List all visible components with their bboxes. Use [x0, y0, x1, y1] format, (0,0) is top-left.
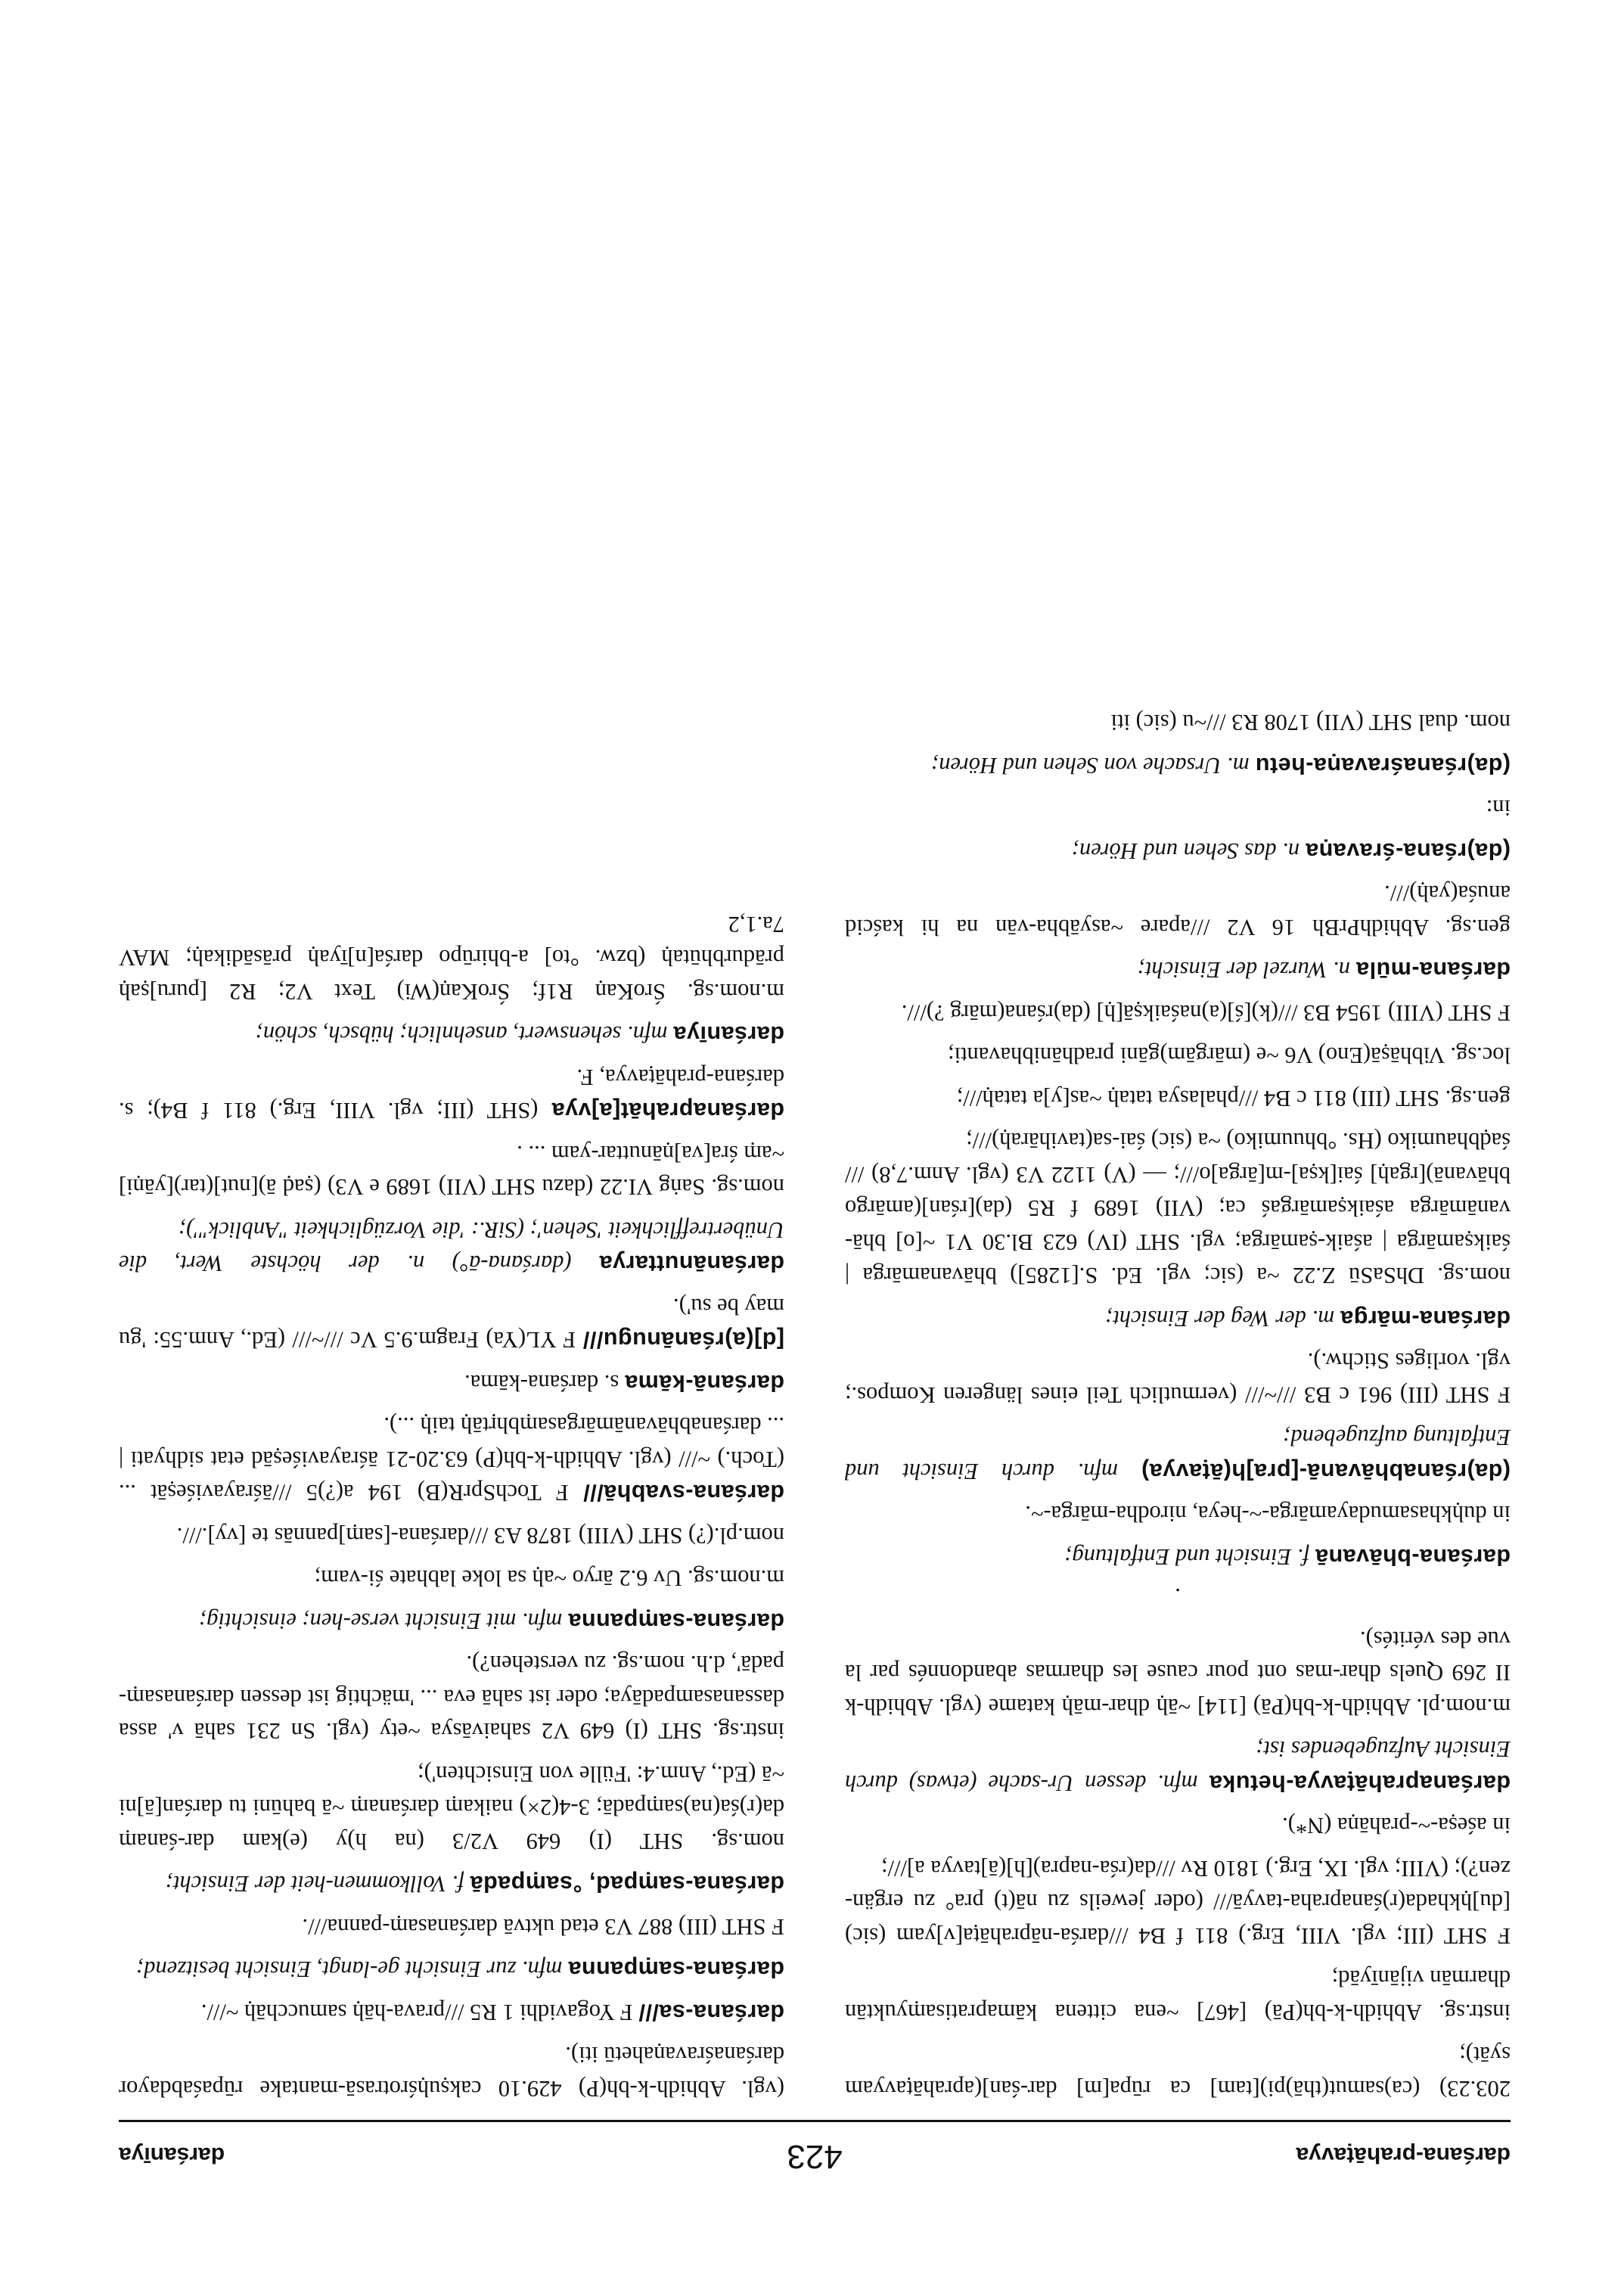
entry-headword: darśanaprahāṭavya-hetuka — [1209, 1770, 1511, 1796]
citation-paragraph: loc.sg. Vibhāṣā(Eno) V6 ~e (mārgām)gāni pradhānibhavanti; — [948, 1043, 1511, 1069]
citation-paragraph: instr.sg. Abhidh-k-bh(Pā) [467] ~ena cittena kāmapratisaṃyuktān dharmān vijānīyād; — [845, 1966, 1511, 2025]
page-header — [119, 2122, 1511, 2175]
citation-paragraph: (vgl. Abhidh-k-bh(P) 429.10 cakṣuḥśrotrasā-mantake rūpaśabdayor darśanaśravaṇahetū iti). — [119, 2042, 784, 2102]
citation-paragraph: F SHT (III) 961 c B3 ///~/// (vermutlich Teil eines längeren Kompos.; vgl. vorliges Stichw.). — [845, 1348, 1511, 1408]
entry-gloss: (SHT (III; vgl. VIII, Erg.) 811 f B4); s. darśana-prahāṭavya, F. — [119, 1064, 784, 1124]
entry-headword: [d](a)rśanānugu/// — [582, 1327, 784, 1353]
entry-headword: (da)rśanaśravaṇa-hetu — [1255, 753, 1511, 778]
entry-gloss: mfn. mit Einsicht verse-hen; einsichtig; — [199, 1608, 568, 1634]
running-head-left: darśana-prahāṭavya — [1296, 2143, 1511, 2168]
entry-gloss: n. das Sehen und Hören; — [1071, 838, 1306, 864]
dictionary-entry — [845, 953, 1511, 987]
citation-paragraph: in aśeṣa-~-prahāṇa (N*). — [1282, 1813, 1511, 1839]
left-column — [845, 697, 1511, 2105]
dictionary-entry — [119, 1996, 784, 2030]
entry-gloss: F YL(Ya) Fragm.9.5 Vc ///~/// (Ed., Anm.55: 'gu may be su'). — [119, 1294, 784, 1353]
citation-paragraph: in duḥkhasamudayamārga-~-heya, nirodha-mārga-~. — [1025, 1501, 1511, 1527]
entry-gloss: f. Einsicht und Entfaltung; — [1064, 1544, 1315, 1570]
citation-paragraph: nom. dual SHT (VII) 1708 R3 ///~u (sic) iti — [1110, 710, 1511, 736]
citation-paragraph: nom.sg. SHT (I) 649 V2/3 (na h)y (e)kam dar-śanaṃ da(r)śa(na)saṃpadā; 3-4(2×) naikaṃ darśanaṃ ~ā bahūni tu darśan[ā]ni ~ā (Ed., Anm.4: 'Fülle von Einsichten'); — [119, 1761, 784, 1854]
citation-paragraph: nom.pl.(?) SHT (VIII) 1878 A3 ///darśana-[saṃ]pannās te [vy].///. — [176, 1523, 784, 1549]
entry-gloss: n. Wurzel der Einsicht; — [1137, 957, 1356, 984]
entry-gloss: m. der Weg der Einsicht; — [1105, 1306, 1340, 1332]
entry-headword: darśana-mārga — [1340, 1306, 1511, 1332]
entry-headword: darśanaprahāt[a]vya — [551, 1098, 784, 1124]
entry-gloss: mfn. zur Einsicht ge-langt, Einsicht besitzend; — [136, 1956, 568, 1983]
entry-gloss: s. darśana-kāma. — [464, 1370, 625, 1396]
dictionary-entry — [119, 1018, 784, 1052]
citation-paragraph: nom.sg. Saṅg VI.22 (dazu SHT (VII) 1689 e V3) (ṣaḍ ā)[nut](tar)[yāṇi] ~aṃ śra[va]ṇānuttar-yam ... . — [119, 1141, 784, 1201]
entry-gloss: (darśana-ā°) n. der höchste Wert, die Unübertrefflichkeit 'Sehen'; (SiR.: 'die Vorzüglichkeit "Anblick"'); — [119, 1217, 784, 1277]
citation-paragraph: m.nom.sg. Uv 6.2 āryo ~aḥ sa loke labhate śi-vam; — [314, 1565, 784, 1592]
entry-headword: darśanīya — [673, 1021, 784, 1048]
entry-headword: darśanānuttarya — [599, 1251, 784, 1277]
running-head-right: darśanīya — [119, 2143, 225, 2168]
page-number: 423 — [787, 2138, 843, 2175]
dictionary-entry — [845, 1302, 1511, 1336]
dictionary-entry — [119, 1867, 784, 1901]
right-column — [119, 899, 784, 2106]
entry-gloss: F TochSprR(B) 194 a(?)5 ///āśrayaviśeṣāt ... (Toch.) ~/// (vgl. Abhidh-k-bh(P) 63.20-21 āśrayaviśeṣād etat sidhyati | ... darśanabhāvanāmārgasaṃbhṛtāḥ taiḥ ...). — [119, 1412, 784, 1506]
entry-headword: (da)rśana-śravaṇa — [1305, 838, 1511, 864]
dictionary-entry — [845, 834, 1511, 869]
entry-headword: darśana-bhāvanā — [1315, 1544, 1511, 1570]
citation-paragraph: 203.23) (ca)samut(thā)pi)[tam] ca rūpa[m] dar-śan](aprahāṭavyam syāt); — [845, 2042, 1511, 2102]
citation-paragraph: nom.sg. DhSaSū Z.22 ~a (sic; vgl. Ed. S.[1285]) bhāvanamārga | śaikṣamārga | aśaik-ṣamārga; vgl. SHT (IV) 623 Bl.30 V1 ~[o] bhā-vanāmārga aśaikṣamārgaś ca; (VII) 1689 f R5 (da)[rśan](amārgo bhāvanā)[rgaḥ] śai[kṣa]-m[ārga]o///; — (V) 1122 V3 (vgl. Anm.7,8) ///śaḍbhaumiko (Hs. °bhuumiko) ~a (sic) śai-sa(tavihāraḥ)///; — [845, 1128, 1511, 1289]
citation-paragraph: F SHT (VIII) 1954 B3 ///(k)[ś](a)naśaikṣā[ḥ] (da)rśana(mārg ?)///. — [901, 1000, 1511, 1026]
dictionary-entry — [119, 1366, 784, 1400]
dictionary-entry — [119, 1953, 784, 1987]
entry-gloss: mfn. dessen Ur-sache (etwas) durch Einsicht Aufzugebendes ist; — [845, 1736, 1511, 1796]
dictionary-entry — [845, 1540, 1511, 1574]
dictionary-entry — [845, 1733, 1511, 1800]
citation-paragraph: instr.sg. SHT (I) 649 V2 sahaivāsya ~ety (vgl. Sn 231 sahā v' assa dassanasampadāya; oder ist sahā eva ... 'mächtig ist dessen darśanasaṃ-padā', d.h. nom.sg. zu verstehen?). — [119, 1651, 784, 1745]
entry-gloss: m. Ursache von Sehen und Hören; — [931, 753, 1256, 778]
entry-headword: darśana-mūla — [1355, 957, 1511, 984]
entry-gloss: F Yogavidhi 1 R5 ///prava-hāḥ samucchāḥ ~///. — [200, 2000, 638, 2025]
citation-paragraph: F SHT (III; vgl. VIII, Erg.) 811 f B4 ///darśa-nāprahāṭa[v]yam (sic) [du]ḥkhada(r)śanapraha-tavyā/// (oder jeweils zu nā(t) pra° zu ergän-zen?); (VIII; vgl. IX, Erg.) 1810 Rv ///da(rśa-napra)[h](ā]tavya a]///; — [845, 1856, 1511, 1949]
entry-headword: (da)rśanabhāvanā-[pra]h(āṭavya) — [1141, 1459, 1511, 1484]
entry-gloss: f. Vollkommen-heit der Einsicht; — [165, 1871, 470, 1897]
dictionary-entry — [119, 1290, 784, 1357]
citation-paragraph: m.nom.pl. Abhidh-k-bh(Pā) [114] ~āḥ dhar-māḥ katame (vgl. Abhidh-k II 269 Quels dhar-mas ont pour cause les dharmas abandonnés par la vue des vérités). — [845, 1627, 1511, 1720]
separator-dot: . — [1175, 1583, 1181, 1610]
entry-headword: darśana-saṃpanna — [568, 1956, 784, 1983]
dictionary-entry — [119, 1214, 784, 1281]
entry-headword: darśana-sa/// — [638, 2000, 784, 2025]
dictionary-entry — [119, 1605, 784, 1639]
entry-headword: darśana-saṃpanna — [568, 1608, 784, 1634]
dictionary-entry — [845, 1421, 1511, 1488]
citation-paragraph: in: — [1486, 795, 1511, 822]
citation-paragraph: F SHT (III) 887 V3 etad uktvā darśanasaṃ-panna///. — [302, 1914, 784, 1940]
entry-headword: darśana-saṃpad, °saṃpadā — [470, 1871, 784, 1897]
entry-headword: darśanā-kāma — [624, 1370, 784, 1396]
citation-paragraph: m.nom.sg. ŚroKaṇ R1f; ŚroKaṇ(Wi) Text V2; R2 [puru]ṣaḥ prādurbhūtaḥ (bzw. °to] a-bhirūpo darśa[n]īyaḥ prāsādikaḥ; MAV 7a.1,2 — [119, 912, 784, 1005]
entry-headword: darśana-svabhā/// — [582, 1480, 784, 1506]
citation-paragraph: gen.sg. AbhidhPrBh 16 V2 ///apare ~asyābha-vān na hi kaścid anuśa(yaḥ)///. — [845, 881, 1511, 940]
dictionary-entry — [845, 749, 1511, 783]
citation-paragraph: gen.sg. SHT (III) 811 c B4 ///phalasya tataḥ ~as[y]a tataḥ///; — [956, 1086, 1511, 1111]
dictionary-entry — [119, 1409, 784, 1510]
header-rule — [119, 2120, 1511, 2122]
entry-gloss: mfn. durch Einsicht und Entfaltung aufzugebend; — [845, 1425, 1511, 1484]
dictionary-entry — [119, 1061, 784, 1128]
entry-gloss: mfn. sehenswert, ansehnlich; hübsch, schön; — [255, 1021, 674, 1048]
